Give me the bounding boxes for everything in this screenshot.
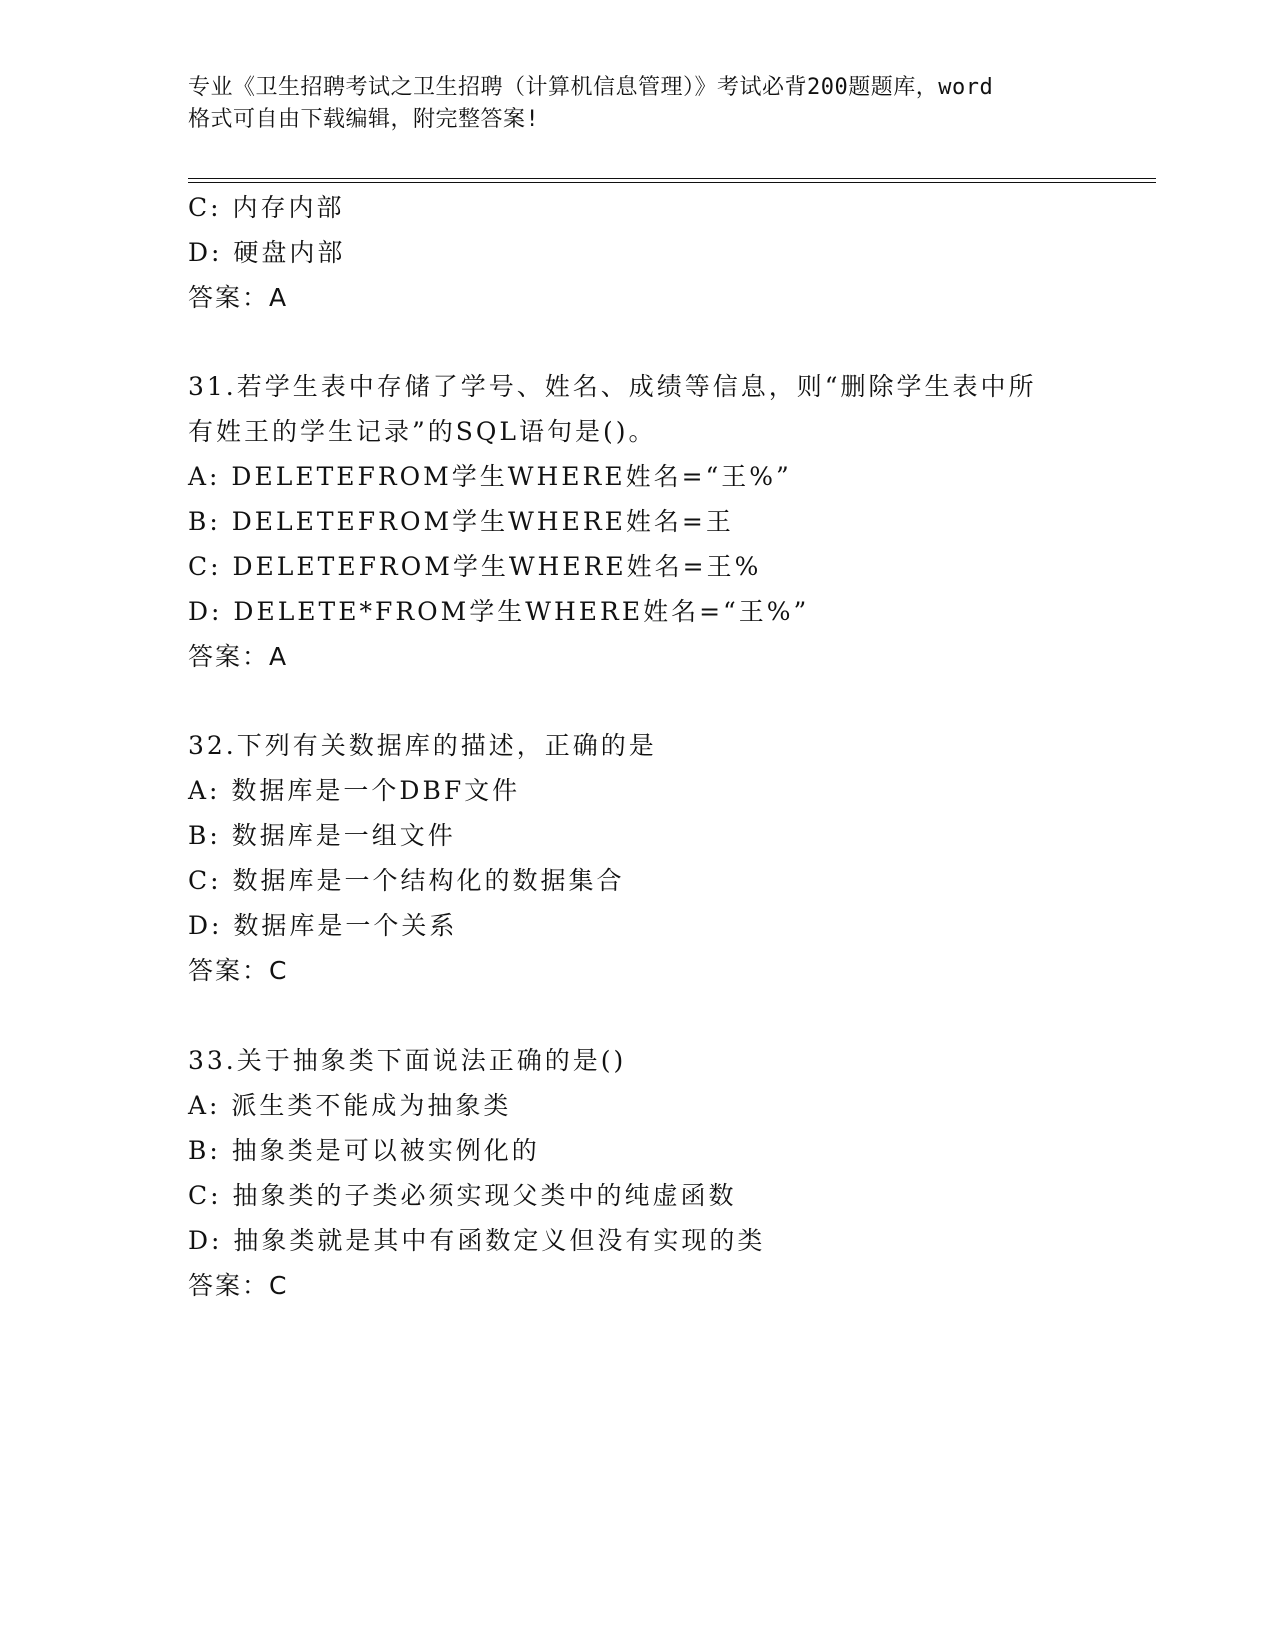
header-divider-bottom <box>188 182 1156 183</box>
header-title-line-2: 格式可自由下载编辑，附完整答案! <box>188 107 540 132</box>
option-b: B: DELETEFROM学生WHERE姓名=王 <box>188 507 734 536</box>
option-d: D: 抽象类就是其中有函数定义但没有实现的类 <box>188 1226 766 1255</box>
question-stem: 33.关于抽象类下面说法正确的是() <box>188 1046 627 1075</box>
option-a: A: DELETEFROM学生WHERE姓名=“王%” <box>188 462 792 491</box>
answer-label: 答案：A <box>188 642 289 671</box>
option-b: B: 数据库是一组文件 <box>188 821 456 850</box>
option-c: C: 内存内部 <box>188 193 345 222</box>
question-stem: 31.若学生表中存储了学号、姓名、成绩等信息，则“删除学生表中所 <box>188 372 1037 401</box>
question-stem: 32.下列有关数据库的描述，正确的是 <box>188 731 657 760</box>
answer-label: 答案：A <box>188 283 289 312</box>
answer-label: 答案：C <box>188 956 289 985</box>
option-c: C: 数据库是一个结构化的数据集合 <box>188 866 625 895</box>
answer-label: 答案：C <box>188 1271 289 1300</box>
header-divider-top <box>188 178 1156 179</box>
question-stem: 有姓王的学生记录”的SQL语句是()。 <box>188 417 657 446</box>
header-title-line-1: 专业《卫生招聘考试之卫生招聘（计算机信息管理）》考试必背200题题库，word <box>188 75 994 100</box>
option-a: A: 数据库是一个DBF文件 <box>188 776 521 805</box>
option-c: C: DELETEFROM学生WHERE姓名=王% <box>188 552 762 581</box>
option-d: D: DELETE*FROM学生WHERE姓名=“王%” <box>188 597 810 626</box>
option-d: D: 数据库是一个关系 <box>188 911 458 940</box>
option-c: C: 抽象类的子类必须实现父类中的纯虚函数 <box>188 1181 737 1210</box>
option-b: B: 抽象类是可以被实例化的 <box>188 1136 540 1165</box>
option-a: A: 派生类不能成为抽象类 <box>188 1091 512 1120</box>
document-header <box>188 72 1108 136</box>
option-d: D: 硬盘内部 <box>188 238 346 267</box>
